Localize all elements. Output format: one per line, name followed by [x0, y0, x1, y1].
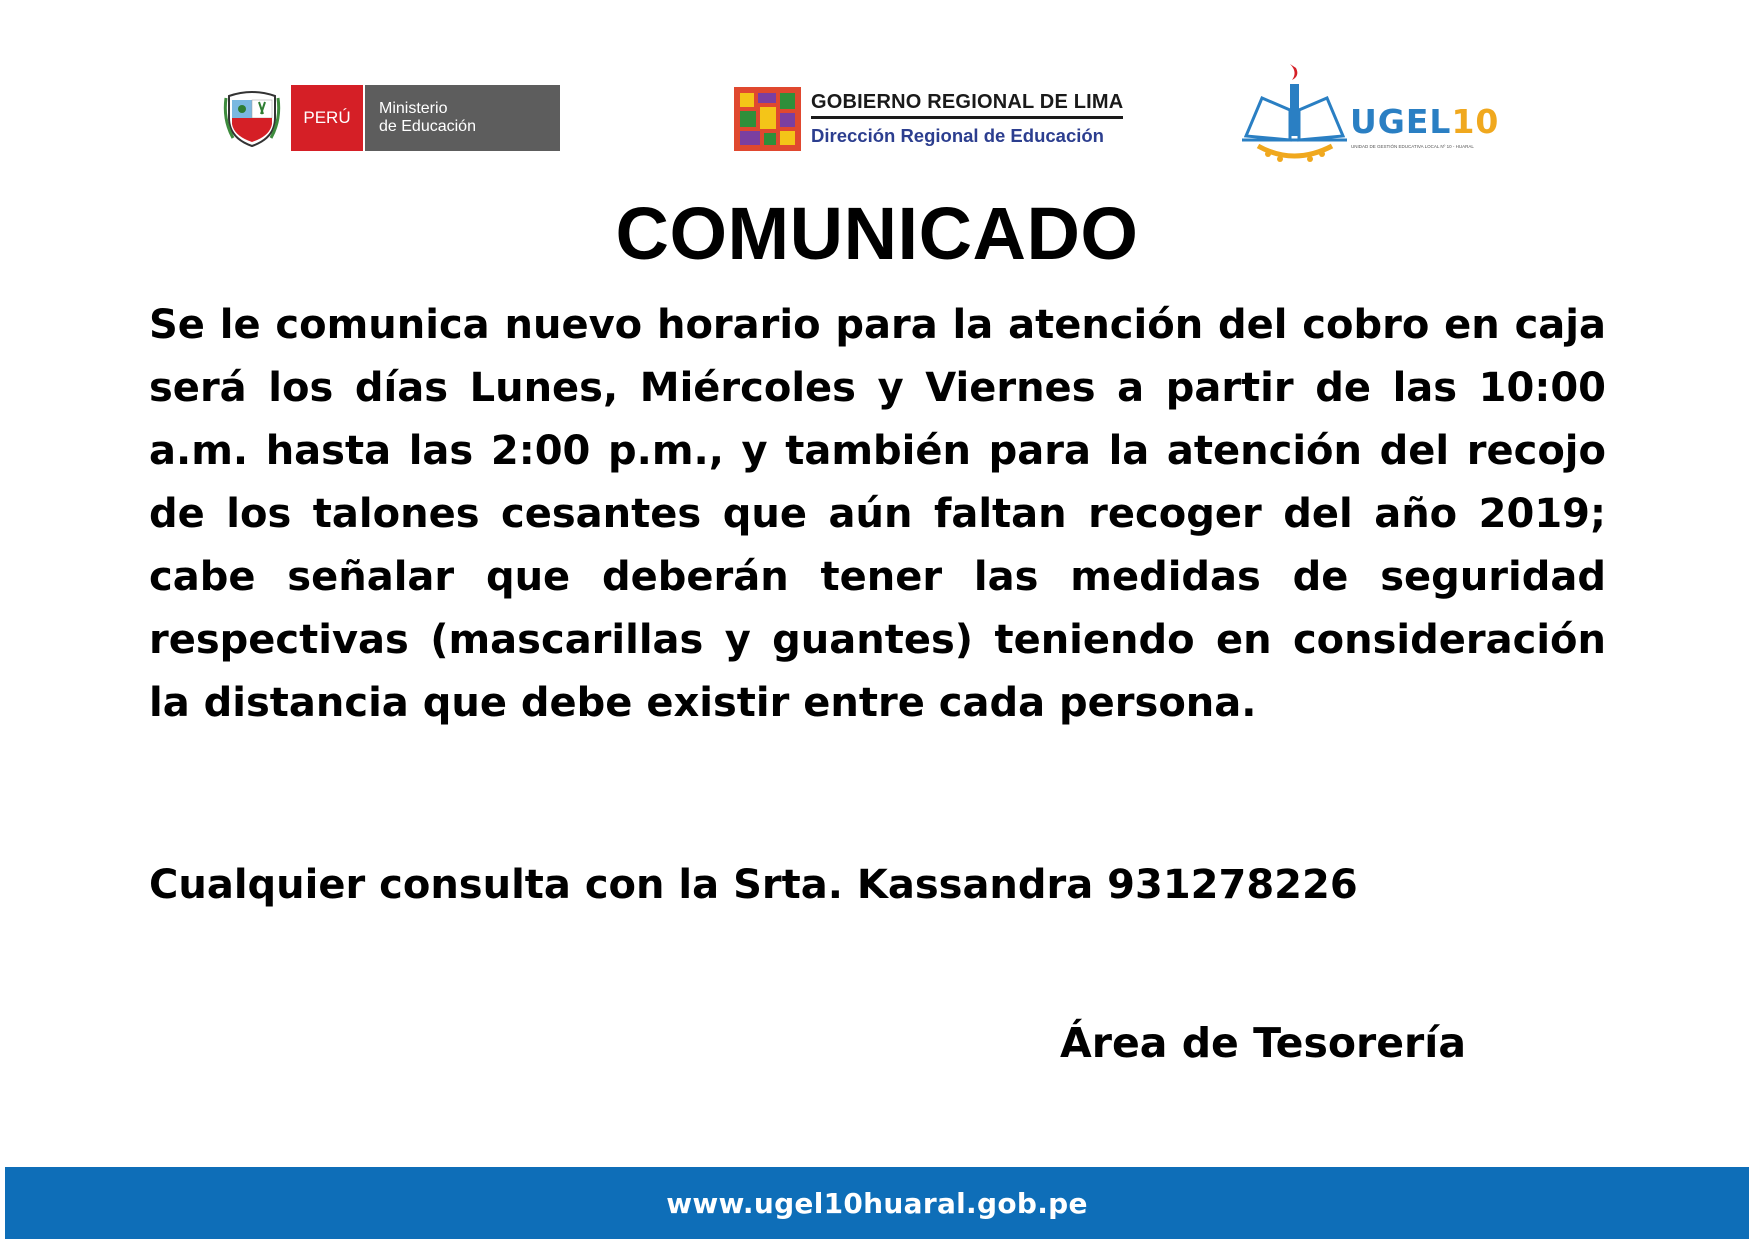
ugel-wordmark-part2: 10	[1451, 102, 1500, 141]
ugel-subtitle: UNIDAD DE GESTIÓN EDUCATIVA LOCAL Nº 10 - HUARAL	[1351, 144, 1474, 149]
minedu-logo	[223, 85, 560, 151]
peru-label: PERÚ	[291, 85, 363, 151]
ministry-label	[363, 85, 560, 151]
regional-government-logo-icon	[734, 87, 801, 151]
ugel-wordmark-part1: UGEL	[1350, 102, 1452, 141]
ministry-line1: Ministerio	[379, 100, 448, 117]
notice-body-part2: para la atención del cobro en caja será los días Lunes, Miércoles y Viernes a partir de las 10:00 a.m. hasta las 2:00 p.m., y también para la atención del recojo de los talones cesantes que aún faltan recoger del año 2019; cabe señalar que deberán tener las medidas de seguridad respectivas (mascarillas y guantes) teniendo en consideración la distancia que debe existir entre cada persona.	[149, 302, 1607, 726]
ministry-line2: de Educación	[379, 118, 476, 135]
footer-bar	[5, 1167, 1749, 1239]
peru-coat-of-arms-icon	[223, 88, 281, 148]
notice-body-emphasis: nuevo horario	[504, 302, 821, 348]
regional-government-subtitle: Dirección Regional de Educación	[811, 125, 1104, 146]
website-link[interactable]: www.ugel10huaral.gob.pe	[666, 1186, 1088, 1220]
notice-title: COMUNICADO	[615, 192, 1139, 275]
regional-government-title: GOBIERNO REGIONAL DE LIMA	[811, 91, 1123, 119]
notice-body	[149, 294, 1606, 735]
notice-body-part1: Se le comunica	[149, 302, 505, 348]
ugel-wordmark	[1350, 102, 1499, 141]
ugel-torch-book-logo-icon	[1238, 58, 1353, 170]
regional-government-logo	[734, 87, 1123, 151]
contact-line: Cualquier consulta con la Srta. Kassandra 931278226	[149, 862, 1358, 908]
ugel-logo	[1238, 58, 1513, 170]
signature: Área de Tesorería	[1060, 1019, 1466, 1067]
